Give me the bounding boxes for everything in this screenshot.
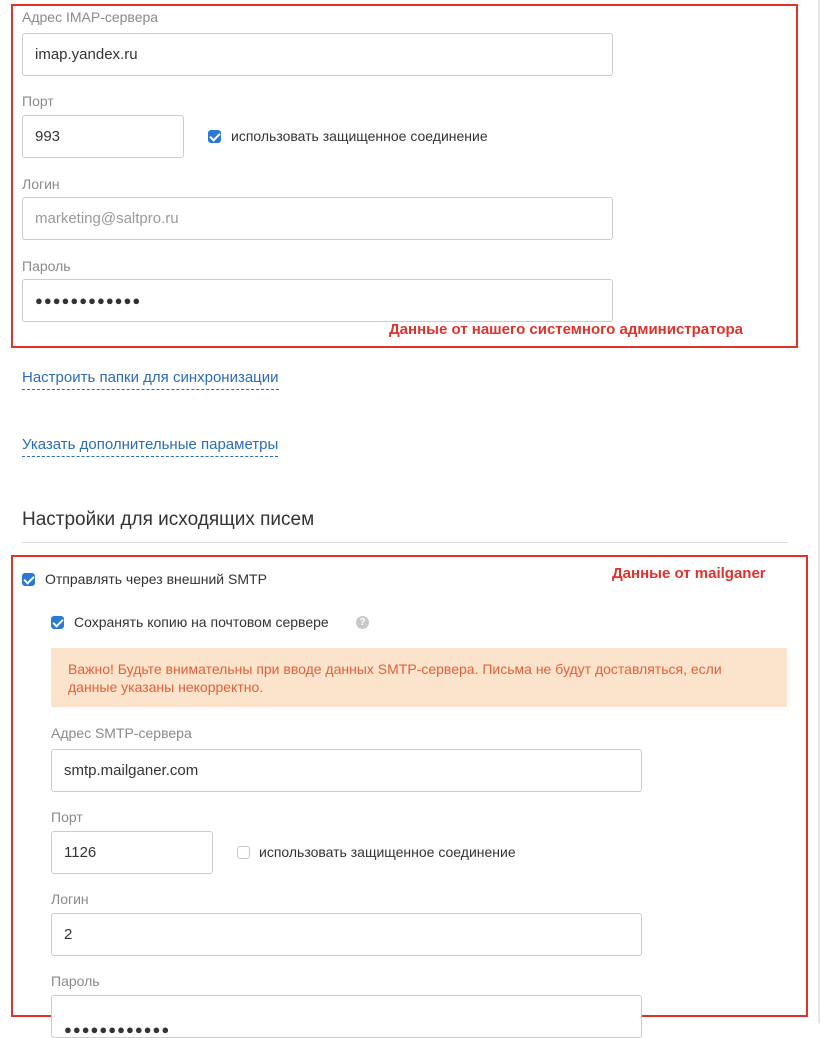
smtp-port-input[interactable]: 1126 (51, 831, 213, 874)
imap-port-label: Порт (22, 93, 54, 109)
sync-folders-link[interactable]: Настроить папки для синхронизации (22, 369, 279, 390)
imap-secure-label[interactable]: использовать защищенное соединение (231, 128, 488, 144)
smtp-login-input[interactable]: 2 (51, 913, 642, 956)
save-copy-checkbox[interactable] (51, 616, 64, 629)
imap-password-input[interactable]: ●●●●●●●●●●●● (22, 279, 613, 322)
imap-secure-checkbox[interactable] (208, 130, 221, 143)
help-icon[interactable]: ? (356, 616, 369, 629)
smtp-secure-checkbox[interactable] (237, 846, 250, 859)
imap-annotation-text: Данные от нашего системного администратора (389, 321, 743, 338)
section-divider (22, 542, 788, 543)
imap-password-label: Пароль (22, 258, 71, 274)
external-smtp-checkbox[interactable] (22, 573, 35, 586)
imap-server-label: Адрес IMAP-сервера (22, 9, 159, 25)
smtp-secure-label[interactable]: использовать защищенное соединение (259, 844, 516, 860)
smtp-password-label: Пароль (51, 973, 100, 989)
smtp-port-label: Порт (51, 809, 83, 825)
smtp-password-input[interactable]: ●●●●●●●●●●●● (51, 995, 642, 1038)
smtp-server-input[interactable]: smtp.mailganer.com (51, 749, 642, 792)
extra-params-link[interactable]: Указать дополнительные параметры (22, 436, 278, 457)
save-copy-label[interactable]: Сохранять копию на почтовом сервере (74, 614, 329, 630)
imap-port-input[interactable]: 993 (22, 115, 184, 158)
external-smtp-label[interactable]: Отправлять через внешний SMTP (45, 571, 267, 587)
imap-login-label: Логин (22, 176, 60, 192)
imap-login-input[interactable]: marketing@saltpro.ru (22, 197, 613, 240)
smtp-login-label: Логин (51, 891, 89, 907)
outgoing-section-title: Настройки для исходящих писем (22, 509, 315, 530)
smtp-warning-banner: Важно! Будьте внимательны при вводе данных SMTP-сервера. Письма не будут доставляться, если данные указаны некорректно. (51, 648, 787, 707)
smtp-annotation-text: Данные от mailganer (612, 565, 766, 582)
imap-server-input[interactable]: imap.yandex.ru (22, 33, 613, 76)
smtp-server-label: Адрес SMTP-сервера (51, 725, 192, 741)
